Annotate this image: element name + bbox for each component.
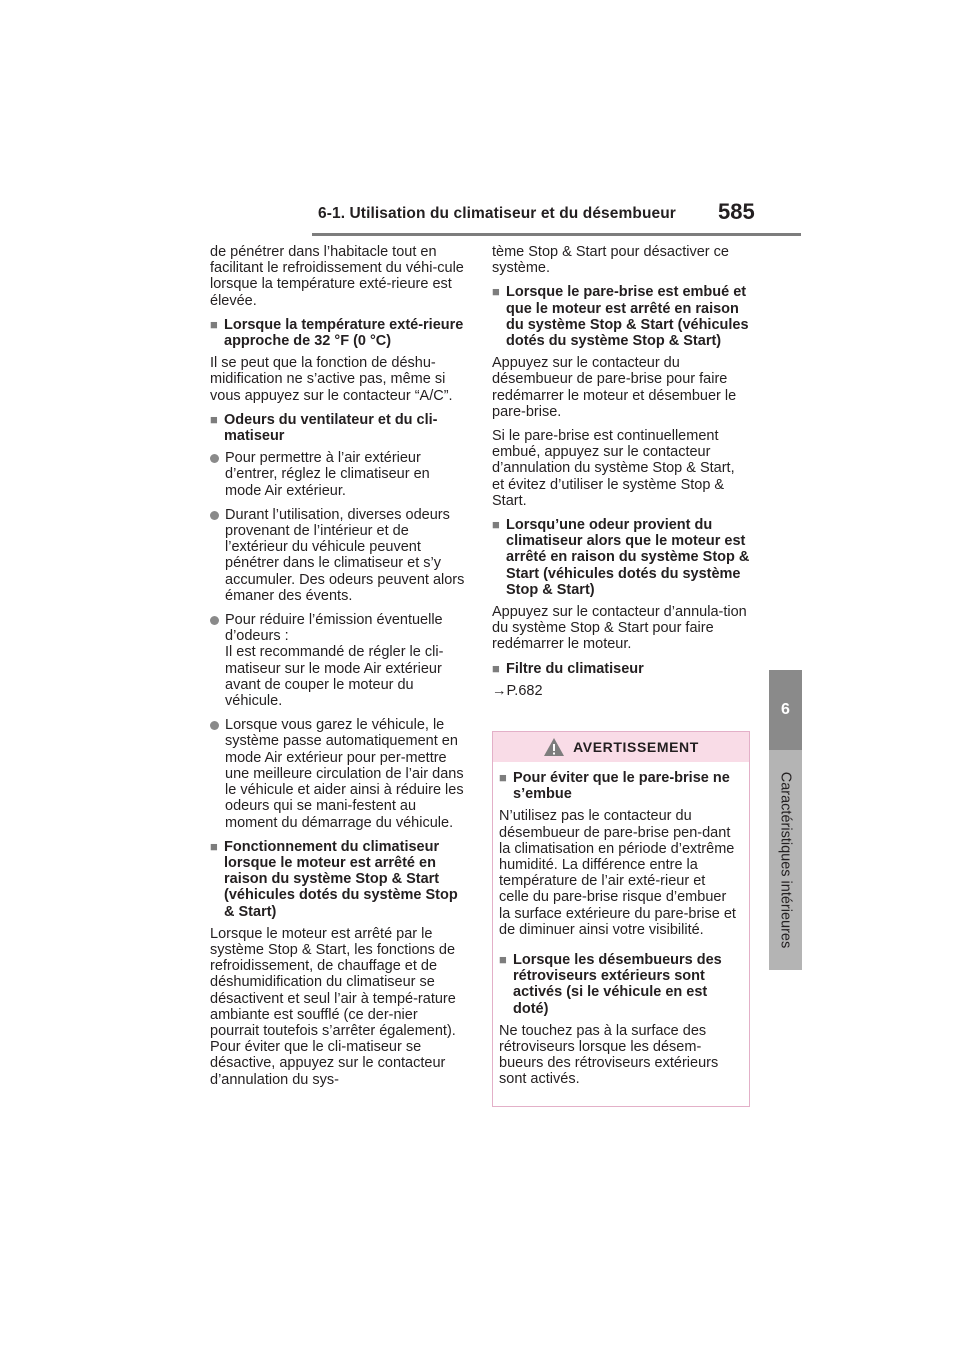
left-column	[210, 244, 468, 1096]
square-marker-icon: ■	[492, 660, 500, 676]
section-text: Si le pare-brise est continuellement embué, appuyez sur le contacteur d’annulation du système Stop & Start, et évitez d’utiliser le système Stop & Start.	[492, 428, 735, 509]
circle-bullet-icon	[210, 721, 219, 730]
circle-bullet-icon	[210, 511, 219, 520]
square-marker-icon: ■	[210, 316, 218, 332]
section-heading	[499, 952, 739, 1017]
chapter-label	[769, 750, 802, 970]
section-stop-start-ac	[210, 839, 468, 1088]
list-item	[210, 612, 468, 709]
warning-triangle-icon	[543, 737, 565, 757]
section-heading	[492, 517, 750, 598]
warning-body	[493, 762, 749, 1088]
section-odors	[210, 412, 468, 831]
section-text: Appuyez sur le contacteur du désembueur de pare-brise pour faire redémarrer le moteur et désembuer le pare-brise.	[492, 355, 737, 420]
bullet-text-line2: Il est recommandé de régler le cli-matiseur sur le mode Air extérieur avant de couper le moteur du véhicule.	[225, 644, 444, 710]
header-rule	[312, 233, 801, 236]
section-low-temperature	[210, 317, 468, 404]
right-arrow-icon: →	[492, 682, 507, 699]
section-heading	[492, 661, 750, 677]
section-text: Appuyez sur le contacteur d’annula-tion du système Stop & Start pour faire redémarrer le moteur.	[492, 604, 747, 653]
page-number: 585	[718, 199, 755, 224]
square-marker-icon: ■	[499, 770, 507, 785]
bullet-text: Lorsque vous garez le véhicule, le système passe automatiquement en mode Air extérieur pour per-mettre une meilleure circulation de l’air dans le véhicule et aider ainsi à réduire les odeurs qui se mani-festent au moment du démarrage du véhicule.	[225, 717, 464, 831]
left-intro: de pénétrer dans l’habitacle tout en facilitant le refroidissement du véhi-cule lorsque la température exté-rieure est élevée.	[210, 244, 464, 309]
square-marker-icon: ■	[492, 284, 500, 300]
bullet-text-line1: Pour réduire l’émission éventuelle d’odeurs :	[225, 612, 443, 645]
heading-text: Lorsque les désembueurs des rétroviseurs extérieurs sont activés (si le véhicule en est doté)	[513, 952, 722, 1017]
list-item	[210, 450, 468, 499]
list-item	[210, 717, 468, 830]
warning-box	[492, 731, 750, 1107]
square-marker-icon: ■	[492, 517, 500, 533]
warning-header	[493, 732, 749, 762]
section-text: N’utilisez pas le contacteur du désembueur de pare-brise pen-dant la climatisation en période d’extrême humidité. La différence entre la température de l’air exté-rieur et celle du pare-brise risque d’embuer la surface extérieure du pare-brise et de diminuer ainsi votre visibilité.	[499, 808, 736, 938]
section-heading	[492, 284, 750, 349]
square-marker-icon: ■	[210, 838, 218, 854]
bullet-text: Durant l’utilisation, diverses odeurs provenant de l’intérieur et de l’extérieur du véhicule peuvent pénétrer dans le climatiseur et s’y accumuler. Des odeurs peuvent alors émaner des évents.	[225, 506, 465, 604]
section-text: Ne touchez pas à la surface des rétroviseurs lorsque les désem-bueurs des rétroviseurs extérieurs sont activés.	[499, 1022, 719, 1088]
heading-text: Odeurs du ventilateur et du cli-matiseur	[224, 411, 438, 445]
square-marker-icon: ■	[499, 952, 507, 968]
section-heading	[210, 839, 468, 920]
section-windshield-fogged	[492, 284, 750, 509]
warning-title: AVERTISSEMENT	[573, 739, 699, 755]
bullet-text: Pour permettre à l’air extérieur d’entrer, réglez le climatiseur en mode Air extérieur.	[225, 450, 430, 499]
section-heading	[210, 317, 468, 349]
section-heading	[499, 770, 739, 802]
chapter-label-text: Caractéristiques intérieures	[777, 771, 794, 949]
section-title: 6-1. Utilisation du climatiseur et du désembueur	[318, 205, 676, 222]
page-reference-link[interactable]	[492, 683, 750, 699]
reference-text: P.682	[506, 682, 543, 699]
heading-text: Lorsque la température exté-rieure approche de 32 °F (0 °C)	[224, 316, 464, 350]
section-text: Lorsque le moteur est arrêté par le système Stop & Start, les fonctions de refroidissement, de chauffage et de déshumidification du climatiseur se désactivent et seul l’air à tempé-rature ambiante est soufflé (ce der-nier pourrait toutefois s’arrêter également). Pour éviter que le cli-matiseur se désactive, appuyez sur le contacteur d’annulation du sys-	[210, 925, 456, 1088]
heading-text: Filtre du climatiseur	[506, 660, 644, 677]
heading-text: Lorsque le pare-brise est embué et que le moteur est arrêté en raison du système Stop & Start (véhicules dotés du système Stop & Start)	[506, 284, 749, 350]
heading-text: Lorsqu’une odeur provient du climatiseur alors que le moteur est arrêté en raison du système Stop & Start (véhicules dotés du système Stop & Start)	[506, 517, 750, 598]
section-heading	[210, 412, 468, 444]
bullet-text	[225, 612, 468, 709]
circle-bullet-icon	[210, 616, 219, 625]
heading-text: Pour éviter que le pare-brise ne s’embue	[513, 770, 730, 803]
heading-text: Fonctionnement du climatiseur lorsque le moteur est arrêté en raison du système Stop & Start (véhicules dotés du système Stop & Start)	[224, 838, 458, 920]
list-item	[210, 507, 468, 604]
section-odor-stop-start	[492, 517, 750, 653]
right-column	[492, 244, 750, 707]
section-text: Il se peut que la fonction de déshu-midification ne s’active pas, même si vous appuyez sur le contacteur “A/C”.	[210, 355, 453, 404]
chapter-number-tab: 6	[769, 670, 802, 750]
circle-bullet-icon	[210, 454, 219, 463]
section-ac-filter	[492, 661, 750, 699]
right-intro: tème Stop & Start pour désactiver ce système.	[492, 244, 729, 277]
square-marker-icon: ■	[210, 411, 218, 427]
